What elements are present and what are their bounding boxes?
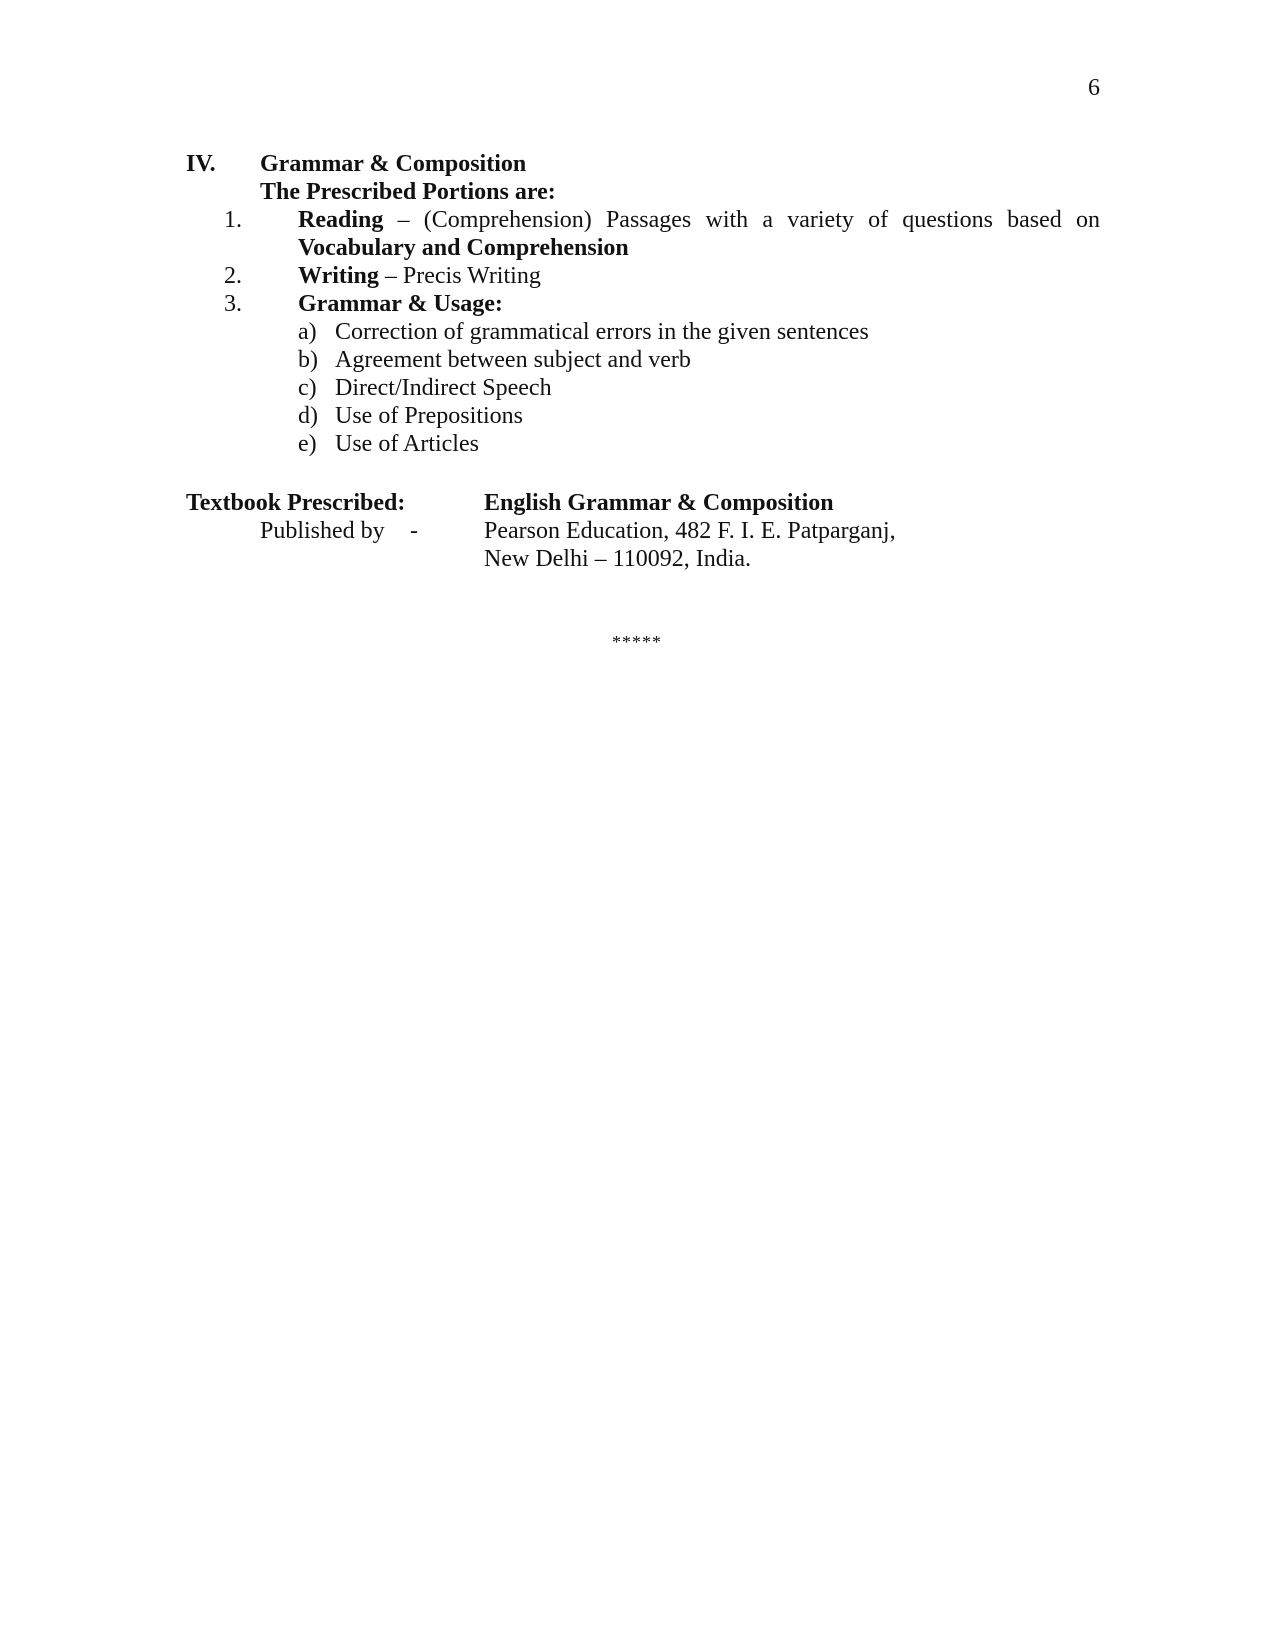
end-mark: ***** (612, 632, 662, 652)
item-number: 2. (224, 263, 242, 289)
subitem-text: Correction of grammatical errors in the given sentences (335, 319, 869, 345)
section-subtitle: The Prescribed Portions are: (260, 179, 556, 205)
item-continuation: Vocabulary and Comprehension (298, 235, 629, 261)
textbook-title: English Grammar & Composition (484, 490, 834, 516)
section-title: Grammar & Composition (260, 151, 527, 177)
item-number: 1. (224, 207, 242, 233)
subitem-letter: b) (298, 347, 318, 373)
item-text: – (Comprehension) Passages with a variety of questions based on (383, 207, 1100, 233)
subitem-letter: d) (298, 403, 318, 429)
subitem-letter: e) (298, 431, 317, 457)
subitem-text: Use of Articles (335, 431, 479, 457)
subitem-text: Use of Prepositions (335, 403, 523, 429)
publisher-address-line2: New Delhi – 110092, India. (484, 546, 752, 572)
list-item-grammar: Grammar & Usage: (298, 291, 503, 317)
item-label: Reading (298, 207, 384, 233)
list-item-writing (298, 262, 541, 290)
item-number: 3. (224, 291, 242, 317)
item-label: Writing (298, 263, 379, 289)
section-numeral: IV. (186, 151, 216, 177)
publisher-address-line1: Pearson Education, 482 F. I. E. Patparganj, (484, 518, 896, 544)
item-text: – Precis Writing (378, 263, 541, 289)
page-number: 6 (1088, 75, 1100, 101)
subitem-letter: c) (298, 375, 317, 401)
subitem-text: Direct/Indirect Speech (335, 375, 552, 401)
published-by-label: Published by (260, 518, 385, 544)
list-item-reading (298, 206, 1100, 234)
subitem-text: Agreement between subject and verb (335, 347, 691, 373)
subitem-letter: a) (298, 319, 317, 345)
textbook-label: Textbook Prescribed: (186, 490, 406, 516)
published-by-dash: - (410, 518, 418, 544)
